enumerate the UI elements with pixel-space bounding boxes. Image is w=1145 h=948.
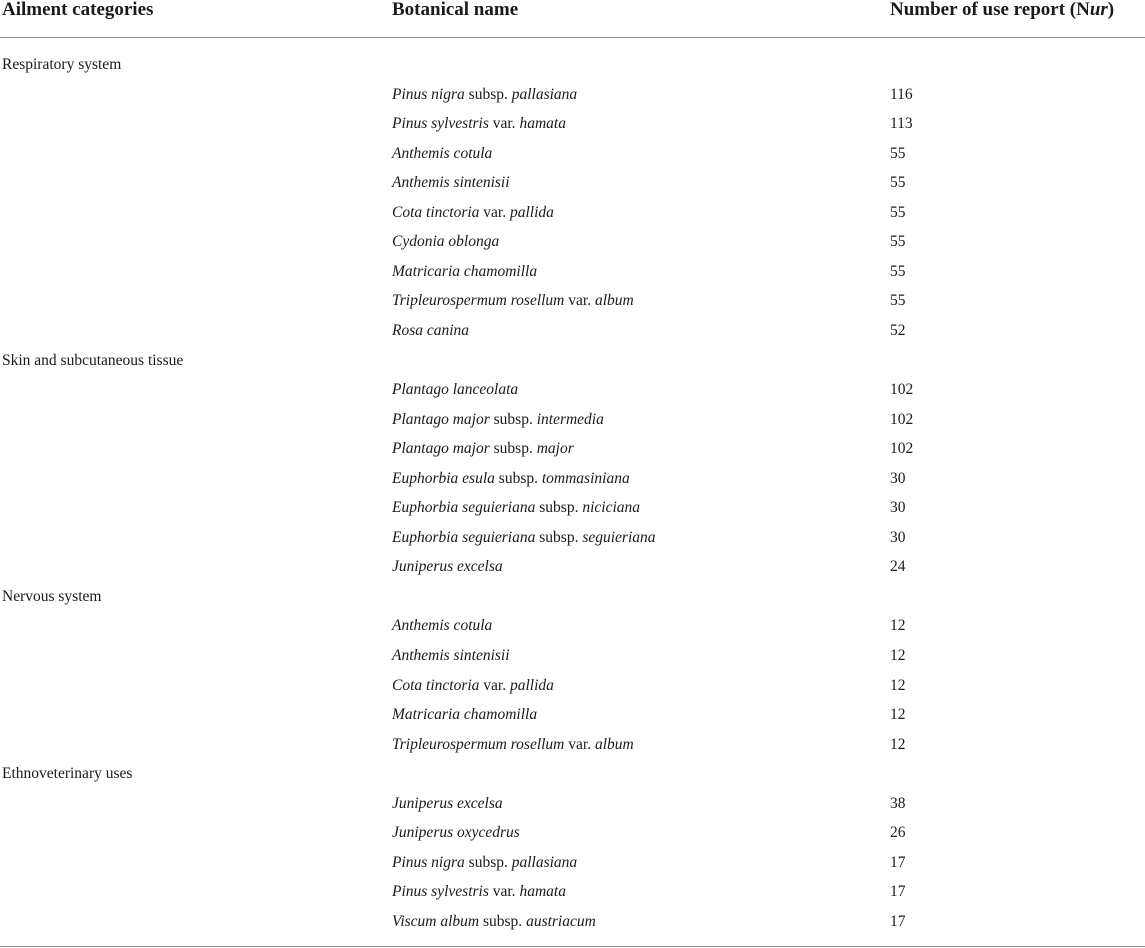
use-report-count: 52 [890,321,906,339]
taxon-italic: Tripleurospermum rosellum [392,292,565,310]
rank-label: subsp. [535,528,583,546]
taxon-italic: Anthemis sintenisii [392,174,510,192]
rank-label: var. [488,115,520,133]
table-row [0,321,1145,351]
use-report-count: 30 [890,528,906,546]
use-report-count: 17 [890,883,906,901]
table-row [0,203,1145,233]
use-report-count: 12 [890,676,906,694]
botanical-name [392,853,577,873]
taxon-italic: Plantago lanceolata [392,381,519,399]
table-row [0,498,1145,528]
taxon-italic: album [594,292,634,310]
taxon-italic: Pinus sylvestris [392,115,489,133]
botanical-name [392,321,469,341]
table-row [0,705,1145,735]
taxon-italic: Juniperus oxycedrus [392,824,520,842]
rank-label: var. [564,735,595,753]
use-report-count: 12 [890,647,906,664]
use-report-count: 55 [890,203,906,221]
taxon-italic: pallasiana [511,85,578,103]
taxon-italic: Cota tinctoria [392,203,480,221]
botanical-name [392,528,656,548]
use-report-count: 12 [890,706,906,724]
table-row [0,262,1145,292]
table-row [0,114,1145,144]
category-row [0,764,1145,794]
use-report-count: 17 [890,912,906,930]
botanical-name [392,203,554,223]
taxon-italic: Juniperus excelsa [392,558,503,576]
table-row [0,173,1145,203]
botanical-name [392,469,630,489]
category-row [0,55,1145,85]
botanical-name [392,114,566,134]
table-row [0,85,1145,115]
botanical-name [392,912,596,932]
table-row [0,557,1145,587]
taxon-italic: Tripleurospermum rosellum [392,735,565,753]
table-row [0,616,1145,646]
taxon-italic: Cota tinctoria [392,676,480,694]
use-report-count: 55 [890,233,906,251]
bottom-rule [0,946,1145,947]
taxon-italic: Rosa canina [392,321,470,339]
botanical-name [392,557,503,577]
table-row [0,823,1145,853]
taxon-italic: Euphorbia seguieriana [392,528,536,546]
taxon-italic: album [594,735,634,753]
use-report-count: 30 [890,469,906,487]
use-report-count: 30 [890,499,906,517]
botanical-name [392,735,634,755]
rank-label: subsp. [489,410,537,428]
taxon-italic: hamata [519,883,566,901]
taxon-italic: Matricaria chamomilla [392,706,538,724]
use-report-count: 12 [890,735,906,753]
table-header [0,0,1145,38]
use-report-count: 102 [890,440,914,458]
header-ailment-categories: Ailment categories [2,0,154,20]
rank-label: subsp. [464,85,512,103]
botanical-name [392,794,503,814]
ailment-category: Nervous system [2,587,102,605]
table-row [0,439,1145,469]
rank-label: subsp. [479,912,527,930]
rank-label: subsp. [489,440,537,458]
use-report-count: 24 [890,558,906,576]
table-row [0,291,1145,321]
use-report-count: 55 [890,292,906,310]
botanical-name [392,676,554,696]
botanical-name [392,882,566,902]
table-row [0,528,1145,558]
rank-label: var. [564,292,595,310]
taxon-italic: austriacum [526,912,596,930]
rank-label: var. [488,883,520,901]
taxon-italic: Anthemis cotula [392,617,493,635]
botanical-name [392,262,537,282]
taxon-italic: Viscum album [392,912,480,930]
botanical-name [392,232,499,252]
taxon-italic: Anthemis sintenisii [392,647,510,664]
use-report-count: 116 [890,85,913,103]
ailment-category: Respiratory system [2,56,122,73]
table-row [0,676,1145,706]
use-report-count: 55 [890,262,906,280]
category-row [0,351,1145,381]
table-row [0,882,1145,912]
taxon-italic: Pinus nigra [392,853,465,871]
rank-label: subsp. [464,853,512,871]
taxon-italic: Euphorbia seguieriana [392,499,536,517]
botanical-name [392,616,492,636]
rank-label: subsp. [535,499,583,517]
use-report-count: 12 [890,617,906,635]
botanical-name [392,144,492,164]
rank-label: var. [479,203,510,221]
taxon-italic: Plantago major [392,410,490,428]
botanical-name [392,85,577,105]
taxon-italic: Cydonia oblonga [392,233,500,251]
botanical-name [392,380,518,400]
taxon-italic: major [536,440,574,458]
table-row [0,232,1145,262]
use-report-count: 17 [890,853,906,871]
botanical-name [392,823,520,843]
use-report-count: 55 [890,144,906,162]
taxon-italic: Plantago major [392,440,490,458]
ailment-category: Ethnoveterinary uses [2,765,133,783]
botanical-name [392,498,640,518]
taxon-italic: seguieriana [582,528,656,546]
taxon-italic: Pinus nigra [392,85,465,103]
taxon-italic: Anthemis cotula [392,144,493,162]
header-number-of-use-report: Number of use report (Nur) [890,0,1115,20]
table-row [0,410,1145,440]
use-report-count: 102 [890,381,914,399]
use-report-count: 38 [890,794,906,812]
category-row [0,587,1145,617]
botanical-name [392,291,634,311]
botanical-name [392,173,510,193]
taxon-italic: Juniperus excelsa [392,794,503,812]
use-report-count: 102 [890,410,914,428]
table-row [0,912,1145,942]
ailment-category: Skin and subcutaneous tissue [2,351,184,369]
table-row [0,735,1145,765]
table-row [0,469,1145,499]
use-report-count: 113 [890,115,913,133]
taxon-italic: tommasiniana [541,469,630,487]
botanical-name [392,646,510,666]
taxon-italic: hamata [519,115,566,133]
table-row [0,794,1145,824]
taxon-italic: niciciana [582,499,641,517]
botanical-name [392,439,574,459]
use-report-count: 26 [890,824,906,842]
taxon-italic: pallida [509,203,554,221]
header-botanical-name: Botanical name [392,0,519,20]
table-row [0,380,1145,410]
use-report-count: 55 [890,174,906,192]
table-row [0,646,1145,676]
rank-label: var. [479,676,510,694]
table-row [0,853,1145,883]
taxon-italic: Matricaria chamomilla [392,262,538,280]
botanical-name [392,410,604,430]
rank-label: subsp. [494,469,542,487]
taxon-italic: pallida [509,676,554,694]
taxon-italic: pallasiana [511,853,578,871]
taxon-italic: Pinus sylvestris [392,883,489,901]
taxon-italic: intermedia [536,410,604,428]
botanical-name [392,705,537,725]
table-row [0,144,1145,174]
taxon-italic: Euphorbia esula [392,469,495,487]
